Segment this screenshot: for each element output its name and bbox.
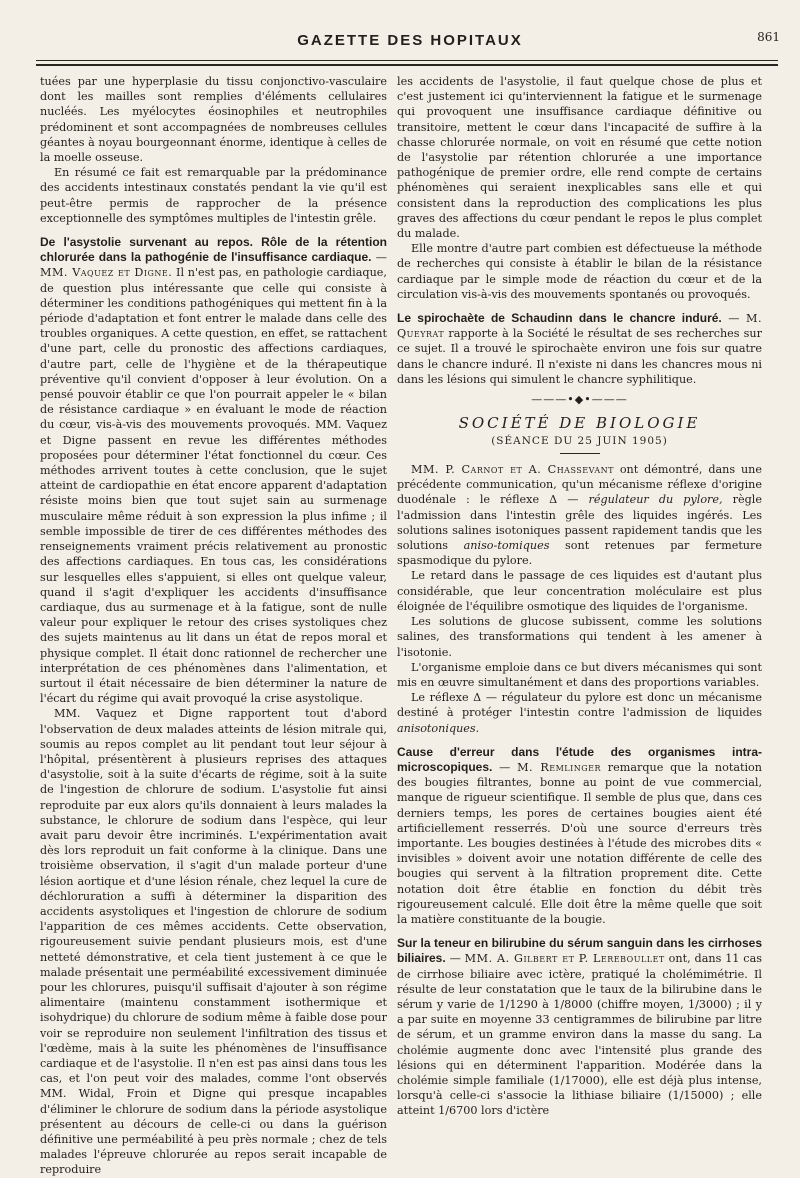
paragraph: tuées par une hyperplasie du tissu conjonctivo-vasculaire dont les mailles sont remplies d'éléments cellulaires nucléés. Les myélocytes éosinophiles et neutrophiles prédominent et sont accompagnées de nombreuses cellules géantes à noyau bourgeonnant énorme, identique à celles de la moelle osseuse. — [40, 75, 387, 165]
paragraph: les accidents de l'asystolie, il faut quelque chose de plus et c'est justement ici qu'interviennent la fatigue et le surmenage qui provoquent une insuffisance cardiaque définitive ou transitoire, mettent le cœur dans l'incapacité de suffire à la chasse chlorurée normale, on voit en résumé que cette notion de l'asystolie par rétention chlorurée a une importance pathogénique de premier ordre, elle rend compte de certains phénomènes qui seraient inexplicables sans elle et qui consistent dans la reproduction des complications les plus graves des affections du cœur pendant le repos le plus complet du malade. — [397, 75, 762, 241]
italic-term: régulateur du pylore, — [588, 493, 723, 507]
paragraph: Le retard dans le passage de ces liquides est d'autant plus considérable, que leur concentration moléculaire est plus éloignée de l'équilibre osmotique des liquides de l'organisme. — [397, 569, 762, 613]
page-number: 861 — [757, 30, 780, 44]
article-spirochaete: Le spirochaète de Schaudinn dans le chancre induré. — M. Queyrat rapporte à la Société le résultat de ses recherches sur ce sujet. Il a trouvé le spirochaète environ une fois sur quatre dans le chancre induré. Il n'existe ni dans les chancres mous ni dans les lésions qui simulent le chancre syphilitique. — [397, 311, 762, 386]
paragraph — [397, 690, 762, 736]
article-bilirubine: Sur la teneur en bilirubine du sérum sanguin dans les cirrhoses biliaires. — MM. A. Gilbert et P. Lereboullet ont, dans 11 cas de cirrhose biliaire avec ictère, pratiqué la cholémimétrie. Il résulte de leur constatation que le taux de la bilirubine dans le sérum y varie de 1/1290 à 1/8000 (chiffre moyen, 1/3000) ; il y a par suite en moyenne 33 centigrammes de bilirubine par litre de sérum, et un gramme environ dans la masse du sang. La cholémie augmente donc avec l'intensité plus grande des lésions qui en déterminent l'apparition. Modérée dans la cholémie simple familiale (1/17000), elle est déjà plus intense, lorsqu'à celle-ci s'associe la lithiase biliaire (1/15000) ; elle atteint 1/6700 lors d'ictère — [397, 936, 762, 1118]
right-column — [397, 74, 762, 1119]
section-heading: Cause d'erreur dans l'étude des organismes intra-microscopiques. — [397, 744, 762, 774]
short-divider — [560, 453, 600, 454]
header-rule-thin — [36, 60, 778, 61]
paragraph-text: rapporte à la Société le résultat de ses recherches sur ce sujet. Il a trouvé le spirochaète environ une fois sur quatre dans le chancre induré. Il n'existe ni dans les chancres mous ni dans les lésions qui simulent le chancre syphilitique. — [397, 327, 762, 386]
journal-title: GAZETTE DES HOPITAUX — [297, 32, 523, 49]
author-names: M. Queyrat — [397, 312, 762, 341]
header-rule-thick — [36, 64, 778, 66]
paragraph-text: Il n'est pas, en pathologie cardiaque, de question plus intéressante que celle qui consiste à déterminer les conditions pathogéniques qui mettent fin à la période d'adaptation et font entrer le malade dans celle des troubles organiques. A cette question, en effet, se rattachent d'une part, celle du pronostic des affections cardiaques, d'autre part, celle de l'hygiène et de la thérapeutique préventive qu'il convient d'opposer à leur évolution. On a pensé pouvoir établir ce que l'on pourrait appeler le « bilan de résistance cardiaque » en évaluant le mode de réaction du cœur, vis-à-vis des mouvements provoqués. MM. Vaquez et Digne passent en revue les différentes méthodes proposées pour déterminer l'état fonctionnel du cœur. Ces méthodes arrivent toutes à cette conclusion, que le sujet atteint de cardiopathie en état encore apparent d'adaptation résiste moins bien que tout sujet sain au surmenage musculaire même réduit à son expression la plus infime ; il semble impossible de tirer de ces différentes méthodes des renseignements vraiment précis relativement au pronostic des affections cardiaques. En tous cas, les considérations sur lesquelles elles s'appuient, si elles ont quelque valeur, quand il s'agit d'expliquer les accidents d'insuffisance cardiaque, dus au surmenage et à la fatigue, sont de nulle valeur pour expliquer le retour des crises systoliques chez des sujets maintenus au lit dans un état de repos moral et physique complet. Il était donc rationnel de rechercher une interprétation de ces phénomènes dans l'alimentation, et surtout il était nécessaire de bien déterminer la nature de l'écart du régime qui avait provoqué la crise asystolique. — [40, 266, 387, 706]
society-title: SOCIÉTÉ DE BIOLOGIE — [458, 414, 701, 433]
left-column — [40, 74, 387, 1178]
italic-term: anisotoniques. — [397, 721, 480, 735]
paragraph-text: ont, dans 11 cas de cirrhose biliaire avec ictère, pratiqué la cholémimétrie. Il résulte de leur constatation que le taux de la bilirubine dans le sérum y varie de 1/1290 à 1/8000 (chiffre moyen, 1/3000) ; il y a par suite en moyenne 33 centigrammes de bilirubine par litre de sérum, et un gramme environ dans la masse du sang. La cholémie augmente donc avec l'intensité plus grande des lésions qui en déterminent l'apparition. Modérée dans la cholémie simple familiale (1/17000), elle est déjà plus intense, lorsqu'à celle-ci s'associe la lithiase biliaire (1/15000) ; elle atteint 1/6700 lors d'ictère — [397, 952, 762, 1118]
paragraph-text: ont démontré, dans une précédente communication, qu'un mécanisme réflexe d'origine duodénale : le réflexe Δ — — [397, 463, 762, 507]
article-bougies: Cause d'erreur dans l'étude des organismes intra-microscopiques. — M. Remlinger remarque que la notation des bougies filtrantes, bonne au point de vue commercial, manque de rigueur scientifique. Il semble de plus que, dans ces derniers temps, les pores de certaines bougies aient été artificiellement resserrés. D'où une source d'erreurs très importante. Les bougies destinées à l'étude des microbes dits « invisibles » doivent avoir une notation différente de celle des bougies qui servent à la filtration proprement dite. Cette notation doit être établie en fonction du débit très rigoureusement calculé. Elle doit être la même quelle que soit la matière constituante de la bougie. — [397, 744, 763, 926]
session-date: (SÉANCE DU 25 JUIN 1905) — [491, 435, 668, 448]
article-reflexe — [397, 462, 762, 568]
paragraph: L'organisme emploie dans ce but divers mécanismes qui sont mis en œuvre simultanément et dans des proportions variables. — [397, 660, 762, 689]
ornament-divider: ———•◆•——— — [531, 393, 628, 407]
paragraph-text: règle l'admission dans l'intestin grêle des liquides ingérés. Les solutions salines isotoniques passent rapidement tandis que les solutions — [397, 493, 762, 553]
paragraph: Elle montre d'autre part combien est défectueuse la méthode de recherches qui consiste à établir le bilan de la résistance cardiaque par le simple mode de réaction du cœur et de la circulation vis-à-vis des mouvements spontanés ou provoqués. — [397, 242, 762, 301]
paragraph-text: remarque que la notation des bougies filtrantes, bonne au point de vue commercial, manque de rigueur scientifique. Il semble de plus que, dans ces derniers temps, les pores de certaines bougies aient été artificiellement resserrés. D'où une source d'erreurs très importante. Les bougies destinées à l'étude des microbes dits « invisibles » doivent avoir une notation différente de celle des bougies qui servent à la filtration proprement dite. Cette notation doit être établie en fonction du débit très rigoureusement calculé. Elle doit être la même quelle que soit la matière constituante de la bougie. — [397, 760, 763, 926]
paragraph-text: Le réflexe Δ — régulateur du pylore est donc un mécanisme destiné à protéger l'intestin contre l'admission de liquides — [397, 691, 762, 720]
author-names: MM. P. Carnot et A. Chassevant — [411, 463, 614, 477]
author-names: MM. Vaquez et Digne. — [40, 266, 173, 280]
paragraph: MM. Vaquez et Digne rapportent tout d'abord l'observation de deux malades atteints de lésion mitrale qui, soumis au repos complet au lit pendant tout leur séjour à l'hôpital, présentèrent à plusieurs reprises des attaques d'asystolie, soit à la suite d'écarts de régime, soit à la suite de l'ingestion de chlorure de sodium. L'asystolie fut ainsi reproduite par eux alors qu'ils donnaient à leurs malades la substance, le chlorure de sodium dans l'espèce, qui leur avait paru devoir être incriminés. L'expérimentation avait dès lors reproduit un fait conforme à la clinique. Dans une troisième observation, il s'agit d'un malade porteur d'une lésion aortique et d'une lésion rénale, chez lequel la cure de déchloruration a suffi à déterminer la disparition des accidents asystoliques et l'ingestion de chlorure de sodium l'apparition de ces mêmes accidents. Cette observation, rigoureusement suivie pendant plusieurs mois, est d'une netteté démonstrative, et cela tient justement à ce que le malade présentait une perméabilité excessivement diminuée pour les chlorures, puisqu'il suffisait d'ajouter à son régime alimentaire (maintenu constamment isothermique et isohydrique) du chlorure de sodium même à faible dose pour voir se reproduire non seulement l'infiltration des tissus et l'œdème, mais à la suite les phénomènes de l'insuffisance cardiaque et de l'asystolie. Il n'en est pas ainsi dans tous les cas, et l'on peut voir des malades, comme l'ont observés MM. Widal, Froin et Digne qui presque incapables d'éliminer le chlorure de sodium dans la période asystolique présentent au décours de celle-ci ou dans la guérison définitive une perméabilité à peu près normale ; chez de tels malades l'épreuve chlorurée au repos serait incapable de reproduire — [40, 707, 387, 1177]
author-names: MM. A. Gilbert et P. Lereboullet — [464, 952, 665, 966]
section-heading: Sur la teneur en bilirubine du sérum sanguin dans les cirrhoses biliaires. — [397, 936, 762, 966]
paragraph: Les solutions de glucose subissent, comme les solutions salines, des transformations qui tendent à les amener à l'isotonie. — [397, 615, 762, 659]
paragraph: En résumé ce fait est remarquable par la prédominance des accidents intestinaux constatés pendant la vie qu'il est peut-être permis de rapprocher de la présence exceptionnelle des symptômes multiples de l'intestin grêle. — [40, 166, 387, 225]
article-asystolie: De l'asystolie survenant au repos. Rôle de la rétention chlorurée dans la pathogénie de l'insuffisance cardiaque. — MM. Vaquez et Digne. Il n'est pas, en pathologie cardiaque, de question plus intéressante que celle qui consiste à déterminer les conditions pathogéniques qui mettent fin à la période d'adaptation et font entrer le malade dans celle des troubles organiques. A cette question, en effet, se rattachent d'une part, celle du pronostic des affections cardiaques, d'autre part, celle de l'hygiène et de la thérapeutique préventive qu'il convient d'opposer à leur évolution. On a pensé pouvoir établir ce que l'on pourrait appeler le « bilan de résistance cardiaque » en évaluant le mode de réaction du cœur, vis-à-vis des mouvements provoqués. MM. Vaquez et Digne passent en revue les différentes méthodes proposées pour déterminer l'état fonctionnel du cœur. Ces méthodes arrivent toutes à cette conclusion, que le sujet atteint de cardiopathie en état encore apparent d'adaptation résiste moins bien que tout sujet sain au surmenage musculaire même réduit à son expression la plus infime ; il semble impossible de tirer de ces différentes méthodes des renseignements vraiment précis relativement au pronostic des affections cardiaques. En tous cas, les considérations sur lesquelles elles s'appuient, si elles ont quelque valeur, quand il s'agit d'expliquer les accidents d'insuffisance cardiaque, dus au surmenage et à la fatigue, sont de nulle valeur pour expliquer le retour des crises systoliques chez des sujets maintenus au lit dans un état de repos moral et physique complet. Il était donc rationnel de rechercher une interprétation de ces phénomènes dans l'alimentation, et surtout il était nécessaire de bien déterminer la nature de l'écart du régime qui avait provoqué la crise asystolique. — [40, 235, 387, 706]
section-heading: De l'asystolie survenant au repos. Rôle de la rétention chlorurée dans la pathogénie de l'insuffisance cardiaque. — [40, 235, 387, 265]
author-names: M. Remlinger — [517, 760, 602, 774]
section-heading: Le spirochaète de Schaudinn dans le chancre induré. — [397, 311, 722, 326]
paragraph-text: sont retenues par fermeture spasmodique du pylore. — [397, 539, 762, 568]
italic-term: aniso-tomiques — [463, 539, 550, 553]
